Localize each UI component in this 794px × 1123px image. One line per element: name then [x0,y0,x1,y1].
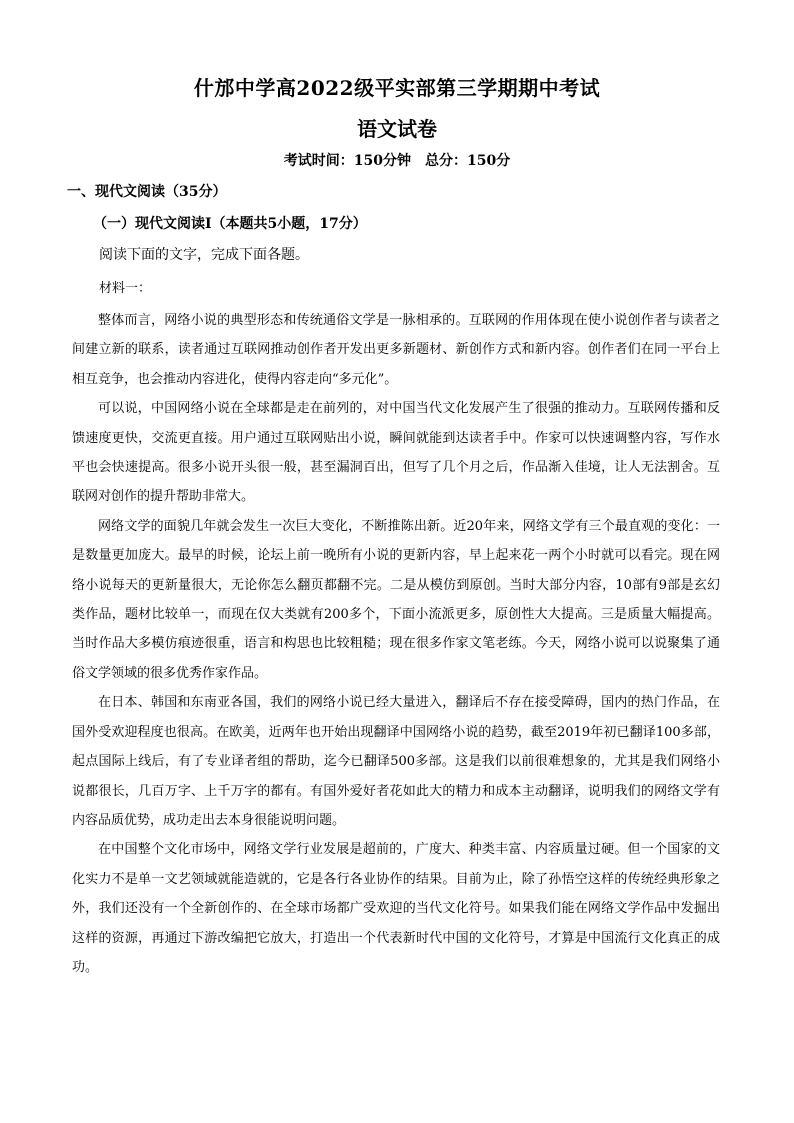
exam-subtitle: 语文试卷 [357,117,437,141]
passage-paragraph: 网络文学的面貌几年就会发生一次巨大变化，不断推陈出新。近20年来，网络文学有三个最直观的变化：一是数量更加庞大。最早的时候，论坛上前一晚所有小说的更新内容，早上起来花一两个小时就可以看完。现在网络小说每天的更新量很大，无论你怎么翻页都翻不完。二是从模仿到原创。当时大部分内容，10部有9部是玄幻类作品，题材比较单一，而现在仅大类就有200多个，下面小流派更多，原创性大大提高。三是质量大幅提高。当时作品大多模仿痕迹很重，语言和构思也比较粗糙；现在很多作家文笔老练。今天，网络小说可以说聚集了通俗文学领域的很多优秀作家作品。 [72,518,720,681]
material-label: 材料一： [99,281,152,296]
exam-meta: 考试时间：150分钟 总分：150分 [283,153,511,169]
reading-passage [72,306,720,982]
passage-paragraph: 在中国整个文化市场中，网络文学行业发展是超前的，广度大、种类丰富、内容质量过硬。但一个国家的文化实力不是单一文艺领域就能造就的，它是各行各业协作的结果。目前为止，除了孙悟空这样的传统经典形象之外，我们还没有一个全新创作的、在全球市场都广受欢迎的当代文化符号。如果我们能在网络文学作品中发掘出这样的资源，再通过下游改编把它放大，打造出一个代表新时代中国的文化符号，才算是中国流行文化真正的成功。 [72,842,720,975]
reading-instruction: 阅读下面的文字，完成下面各题。 [99,247,309,263]
exam-title: 什邡中学高2022级平实部第三学期期中考试 [193,76,601,100]
section-heading: 一、现代文阅读（35分） [67,184,227,200]
subsection-heading: （一）现代文阅读Ⅰ（本题共5小题，17分） [93,216,367,232]
passage-paragraph: 在日本、韩国和东南亚各国，我们的网络小说已经大量进入，翻译后不存在接受障碍，国内的热门作品，在国外受欢迎程度也很高。在欧美，近两年也开始出现翻译中国网络小说的趋势，截至2019年初已翻译100多部，起点国际上线后，有了专业译者组的帮助，迄今已翻译500多部。这是我们以前很难想象的，尤其是我们网络小说都很长，几百万字、上千万字的都有。有国外爱好者花如此大的精力和成本主动翻译，说明我们的网络文学有内容品质优势，成功走出去本身很能说明问题。 [72,695,720,828]
passage-paragraph: 可以说，中国网络小说在全球都是走在前列的，对中国当代文化发展产生了很强的推动力。互联网传播和反馈速度更快，交流更直接。用户通过互联网贴出小说，瞬间就能到达读者手中。作家可以快速调整内容，写作水平也会快速提高。很多小说开头很一般，甚至漏洞百出，但写了几个月之后，作品渐入佳境，让人无法割舍。互联网对创作的提升帮助非常大。 [72,401,720,505]
passage-paragraph: 整体而言，网络小说的典型形态和传统通俗文学是一脉相承的。互联网的作用体现在使小说创作者与读者之间建立新的联系，读者通过互联网推动创作者开发出更多新题材、新创作方式和新内容。创作者们在同一平台上相互竞争，也会推动内容进化，使得内容走向“多元化”。 [72,313,720,387]
